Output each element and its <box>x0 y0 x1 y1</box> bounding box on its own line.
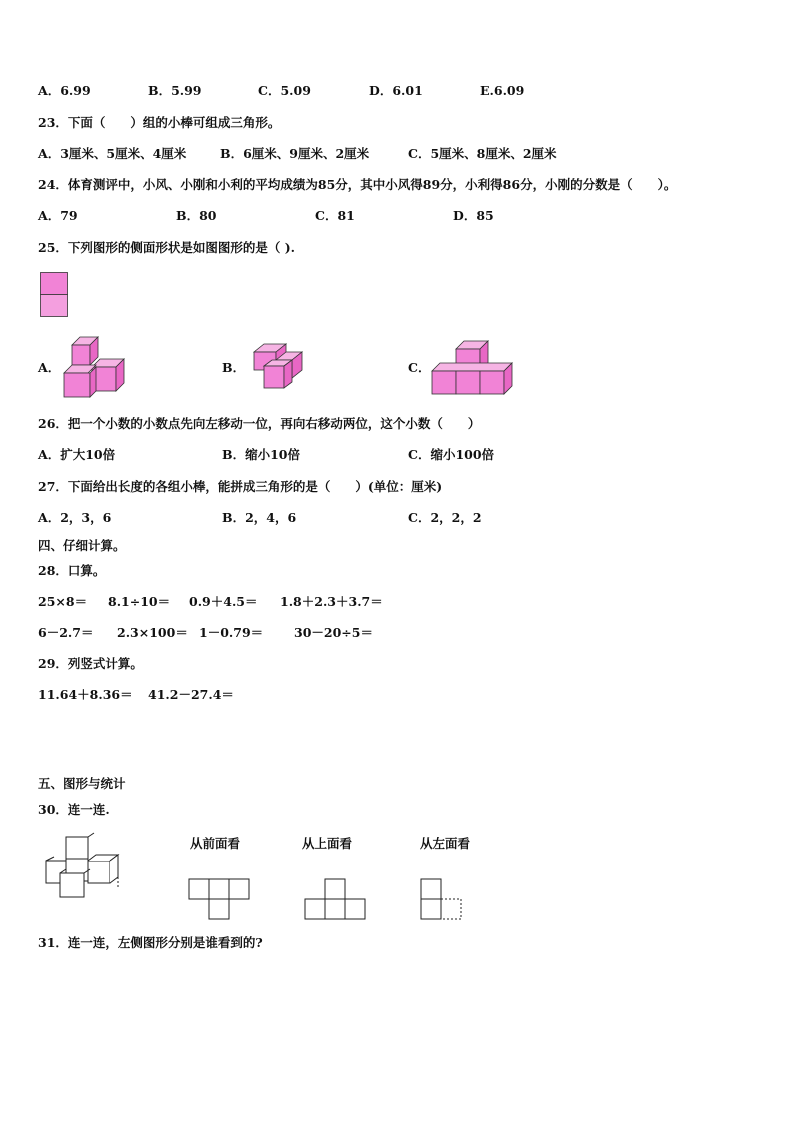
q23-option-a[interactable]: A．3厘米、5厘米、4厘米 <box>38 146 187 161</box>
q24-stem: 24．体育测评中，小风、小刚和小利的平均成绩为85分，其中小风得89分，小利得86分，小刚的分数是（ ）。 <box>38 177 677 192</box>
q27-stem: 27．下面给出长度的各组小棒，能拼成三角形的是（ ）(单位：厘米) <box>38 479 443 494</box>
q26-stem: 26．把一个小数的小数点先向左移动一位，再向右移动两位，这个小数（ ） <box>38 416 481 431</box>
q24-option-b[interactable]: B．80 <box>176 208 217 223</box>
wire-face <box>88 861 110 883</box>
q28-stem: 28．口算。 <box>38 563 106 578</box>
section-5-heading: 五、图形与统计 <box>38 776 126 791</box>
q30-stem: 30．连一连. <box>38 802 110 817</box>
cube-face <box>432 363 512 371</box>
q22-option-d[interactable]: D．6.01 <box>369 83 423 98</box>
q23-option-c[interactable]: C．5厘米、8厘米、2厘米 <box>408 146 557 161</box>
q29-stem: 29．列竖式计算。 <box>38 656 143 671</box>
cube-face <box>432 371 456 394</box>
q24-option-c[interactable]: C．81 <box>315 208 355 223</box>
q27-option-b[interactable]: B．2，4，6 <box>222 510 297 525</box>
q24-option-a[interactable]: A．79 <box>38 208 78 223</box>
q22-option-b[interactable]: B．5.99 <box>148 83 202 98</box>
oral-calc-item: 6－2.7＝ <box>38 625 94 640</box>
q25-option-a-cubes[interactable] <box>62 337 128 399</box>
view-square <box>189 879 209 899</box>
wire-face <box>60 873 84 897</box>
view-square <box>325 879 345 899</box>
oral-calc-item: 25×8＝ <box>38 594 88 609</box>
cube-face <box>90 367 96 397</box>
q31-stem: 31．连一连，左侧图形分别是谁看到的? <box>38 935 263 950</box>
view-label-left: 从左面看 <box>420 836 471 851</box>
vertical-calc-item: 41.2－27.4＝ <box>148 687 234 702</box>
q30-solid-figure <box>44 835 136 901</box>
q26-option-b[interactable]: B．缩小10倍 <box>222 447 300 462</box>
oral-calc-item: 1－0.79＝ <box>199 625 264 640</box>
q25-option-b-label[interactable]: B． <box>222 360 246 375</box>
q25-option-c-cubes[interactable] <box>430 340 514 396</box>
cube-face <box>456 371 480 394</box>
q30-top-view[interactable] <box>304 878 368 922</box>
q22-option-a[interactable]: A．6.99 <box>38 83 91 98</box>
q23-option-b[interactable]: B．6厘米、9厘米、2厘米 <box>220 146 370 161</box>
q22-option-e[interactable]: E.6.09 <box>480 83 525 98</box>
hidden-square <box>441 899 461 919</box>
cube-face <box>264 366 284 388</box>
wire-edge <box>46 857 54 861</box>
q30-left-view[interactable] <box>420 878 466 922</box>
q25-option-c-label[interactable]: C． <box>408 360 431 375</box>
view-label-front: 从前面看 <box>190 836 241 851</box>
side-view-top-square <box>41 273 68 295</box>
q26-option-c[interactable]: C．缩小100倍 <box>408 447 495 462</box>
q27-option-c[interactable]: C．2，2，2 <box>408 510 482 525</box>
q26-option-a[interactable]: A．扩大10倍 <box>38 447 116 462</box>
vertical-calc-item: 11.64＋8.36＝ <box>38 687 133 702</box>
oral-calc-item: 8.1÷10＝ <box>108 594 171 609</box>
q25-option-a-label[interactable]: A． <box>38 360 61 375</box>
q27-option-a[interactable]: A．2，3，6 <box>38 510 112 525</box>
oral-calc-item: 2.3×100＝ <box>117 625 188 640</box>
view-square <box>229 879 249 899</box>
cube-face <box>64 373 90 397</box>
view-square <box>209 879 229 899</box>
q23-stem: 23．下面（ ）组的小棒可组成三角形。 <box>38 115 281 130</box>
cube-face <box>480 371 504 394</box>
view-square <box>305 899 325 919</box>
view-square <box>345 899 365 919</box>
view-square <box>209 899 229 919</box>
section-4-heading: 四、仔细计算。 <box>38 538 126 553</box>
view-square <box>421 879 441 899</box>
oral-calc-item: 30－20÷5＝ <box>294 625 373 640</box>
q25-side-view-figure <box>40 272 68 318</box>
view-square <box>421 899 441 919</box>
cube-face <box>72 345 90 365</box>
side-view-bottom-square <box>41 295 68 317</box>
wire-face <box>66 837 88 859</box>
q22-option-c[interactable]: C．5.09 <box>258 83 311 98</box>
oral-calc-item: 0.9＋4.5＝ <box>189 594 258 609</box>
q25-stem: 25．下列图形的侧面形状是如图图形的是（ ). <box>38 240 296 255</box>
view-square <box>325 899 345 919</box>
wire-edge <box>88 833 94 837</box>
q25-option-b-cubes[interactable] <box>246 342 306 392</box>
oral-calc-item: 1.8＋2.3＋3.7＝ <box>280 594 383 609</box>
view-label-top: 从上面看 <box>302 836 353 851</box>
q30-front-view[interactable] <box>188 878 252 922</box>
q24-option-d[interactable]: D．85 <box>453 208 494 223</box>
